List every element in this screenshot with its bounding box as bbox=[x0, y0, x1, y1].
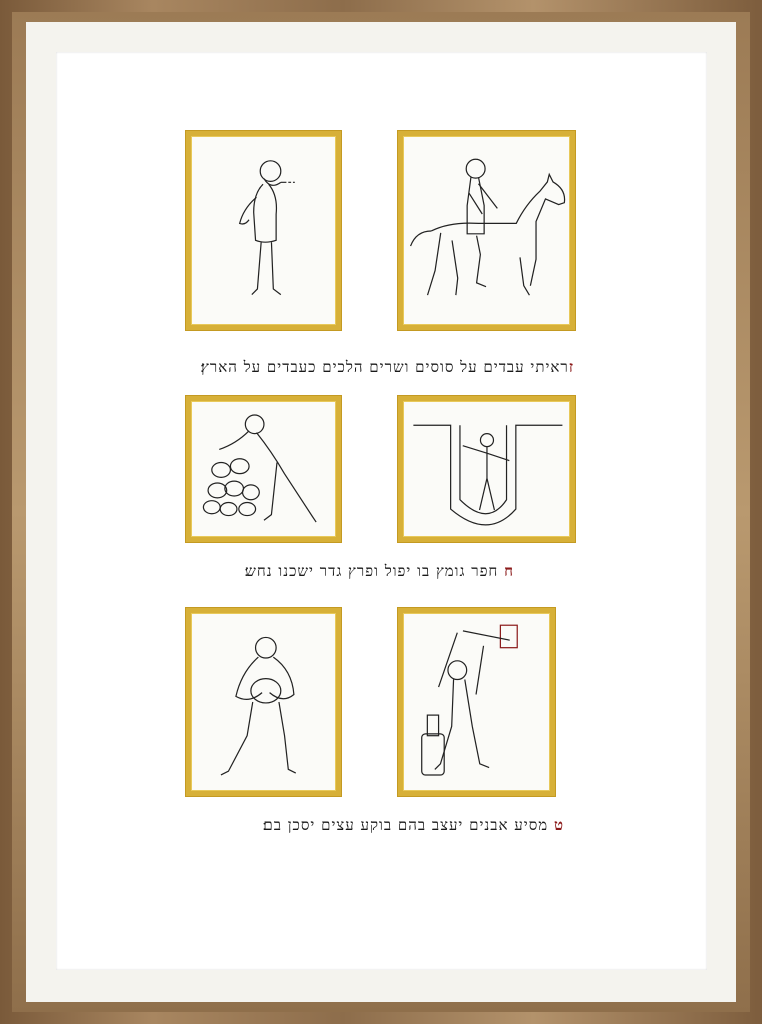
verse-8 bbox=[244, 562, 514, 581]
panel-man-standing bbox=[186, 131, 341, 330]
verse-text-7: ראיתי עבדים על סוסים ושרים הלכים כעבדים על הארץ׃ bbox=[200, 358, 569, 376]
verse-number-8: ח bbox=[504, 562, 514, 580]
panel-man-in-pit bbox=[398, 396, 575, 542]
verse-number-7: ז bbox=[568, 358, 574, 376]
panel-man-chopping-wood bbox=[398, 608, 555, 796]
panel-man-with-stones bbox=[186, 396, 341, 542]
illustration-man-in-pit bbox=[403, 401, 570, 537]
illustration-man-chopping-wood bbox=[403, 613, 550, 791]
panel-man-holding-stone bbox=[186, 608, 341, 796]
panel-man-on-horse bbox=[398, 131, 575, 330]
illustration-man-with-stones bbox=[191, 401, 336, 537]
verse-text-9: מסיע אבנים יעצב בהם בוקע עצים יסכן בם׃ bbox=[262, 816, 549, 834]
verse-9 bbox=[262, 816, 564, 835]
verse-7 bbox=[200, 358, 574, 377]
illustration-man-on-horse bbox=[403, 136, 570, 325]
verse-number-9: ט bbox=[553, 816, 564, 834]
illustration-man-standing bbox=[191, 136, 336, 325]
illustration-man-holding-stone bbox=[191, 613, 336, 791]
verse-text-8: חפר גומץ בו יפול ופרץ גדר ישכנו נחש׃ bbox=[244, 562, 499, 580]
